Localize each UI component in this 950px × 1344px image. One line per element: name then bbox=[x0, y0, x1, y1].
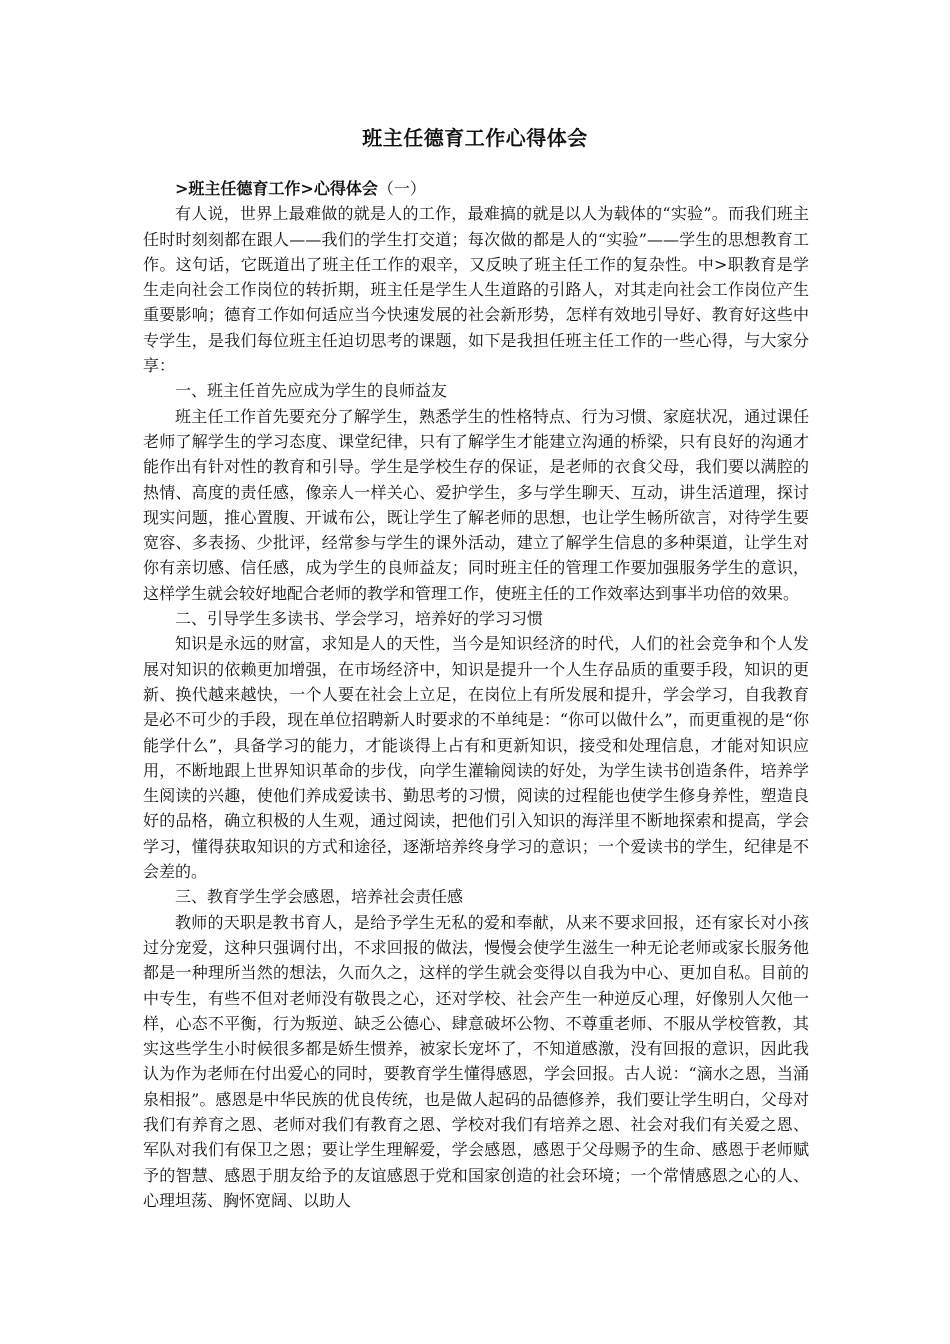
subtitle-suffix: （一） bbox=[377, 179, 426, 198]
paragraph-intro: 有人说，世界上最难做的就是人的工作，最难搞的就是以人为载体的“实验”。而我们班主任时时刻刻都在跟人——我们的学生打交道；每次做的都是人的“实验”——学生的思想教育工作。这句话，它既道出了班主任工作的艰辛，又反映了班主任工作的复杂性。中>职教育是学生走向社会工作岗位的转折期，班主任是学生人生道路的引路人，对其走向社会工作岗位产生重要影响；德育工作如何适应当今快速发展的社会新形势，怎样有效地引导好、教育好这些中专学生，是我们每位班主任迫切思考的课题，如下是我担任班主任工作的一些心得，与大家分享： bbox=[143, 204, 809, 376]
document-title: 班主任德育工作心得体会 bbox=[362, 126, 588, 150]
document-body bbox=[143, 176, 809, 1213]
paragraph-section-2: 知识是永远的财富，求知是人的天性，当今是知识经济的时代，人们的社会竞争和个人发展对知识的依赖更加增强，在市场经济中，知识是提升一个人生存品质的重要手段，知识的更新、换代越来越快，一个人要在社会上立足，在岗位上有所发展和提升，学会学习，自我教育是必不可少的手段，现在单位招聘新人时要求的不单纯是：“你可以做什么”，而更重视的是“你能学什么”，具备学习的能力，才能谈得上占有和更新知识，接受和处理信息，才能对知识应用，不断地跟上世界知识革命的步伐，向学生灌输阅读的好处，为学生读书创造条件，培养学生阅读的兴趣，使他们养成爱读书、勤思考的习惯，阅读的过程能也使学生修身养性，塑造良好的品格，确立积极的人生观，通过阅读，把他们引入知识的海洋里不断地探索和提高，学会学习，懂得获取知识的方式和途径，逐渐培养终身学习的意识；一个爱读书的学生，纪律是不会差的。 bbox=[143, 634, 809, 882]
document-subtitle bbox=[143, 176, 809, 201]
section-heading-2: 二、引导学生多读书、学会学习，培养好的学习习惯 bbox=[175, 609, 544, 629]
paragraph-section-1: 班主任工作首先要充分了解学生，熟悉学生的性格特点、行为习惯、家庭状况，通过课任老师了解学生的学习态度、课堂纪律，只有了解学生才能建立沟通的桥梁，只有良好的沟通才能作出有针对性的教育和引导。学生是学校生存的保证，是老师的衣食父母，我们要以满腔的热情、高度的责任感，像亲人一样关心、爱护学生，多与学生聊天、互动，讲生活道理，探讨现实问题，推心置腹、开诚布公，既让学生了解老师的思想，也让学生畅所欲言，对待学生要宽容、多表扬、少批评，经常参与学生的课外活动，建立了解学生信息的多种渠道，让学生对你有亲切感、信任感，成为学生的良师益友；同时班主任的管理工作要加强服务学生的意识，这样学生就会较好地配合老师的教学和管理工作，使班主任的工作效率达到事半功倍的效果。 bbox=[143, 406, 809, 603]
subtitle-main: >班主任德育工作>心得体会 bbox=[175, 179, 378, 198]
paragraph-section-3: 教师的天职是教书育人，是给予学生无私的爱和奉献，从来不要求回报，还有家长对小孩过分宠爱，这种只强调付出，不求回报的做法，慢慢会使学生滋生一种无论老师或家长服务他都是一种理所当然的想法，久而久之，这样的学生就会变得以自我为中心、更加自私。目前的中专生，有些不但对老师没有敬畏之心，还对学校、社会产生一种逆反心理，好像别人欠他一样，心态不平衡，行为叛逆、缺乏公德心、肆意破坏公物、不尊重老师、不服从学校管教，其实这些学生小时候很多都是娇生惯养，被家长宠坏了，不知道感激，没有回报的意识，因此我认为作为老师在付出爱心的同时，要教育学生懂得感恩，学会回报。古人说：“滴水之恩，当涌泉相报”。感恩是中华民族的优良传统，也是做人起码的品德修养，我们要让学生明白，父母对我们有养育之恩、老师对我们有教育之恩、学校对我们有培养之恩、社会对我们有关爱之恩、军队对我们有保卫之恩；要让学生理解爱，学会感恩，感恩于父母赐予的生命、感恩于老师赋予的智慧、感恩于朋友给予的友谊感恩于党和国家创造的社会环境；一个常情感恩之心的人、心理坦荡、胸怀宽阔、以助人 bbox=[143, 912, 809, 1210]
section-heading-3: 三、教育学生学会感恩，培养社会责任感 bbox=[175, 887, 464, 907]
section-heading-1: 一、班主任首先应成为学生的良师益友 bbox=[175, 381, 448, 401]
